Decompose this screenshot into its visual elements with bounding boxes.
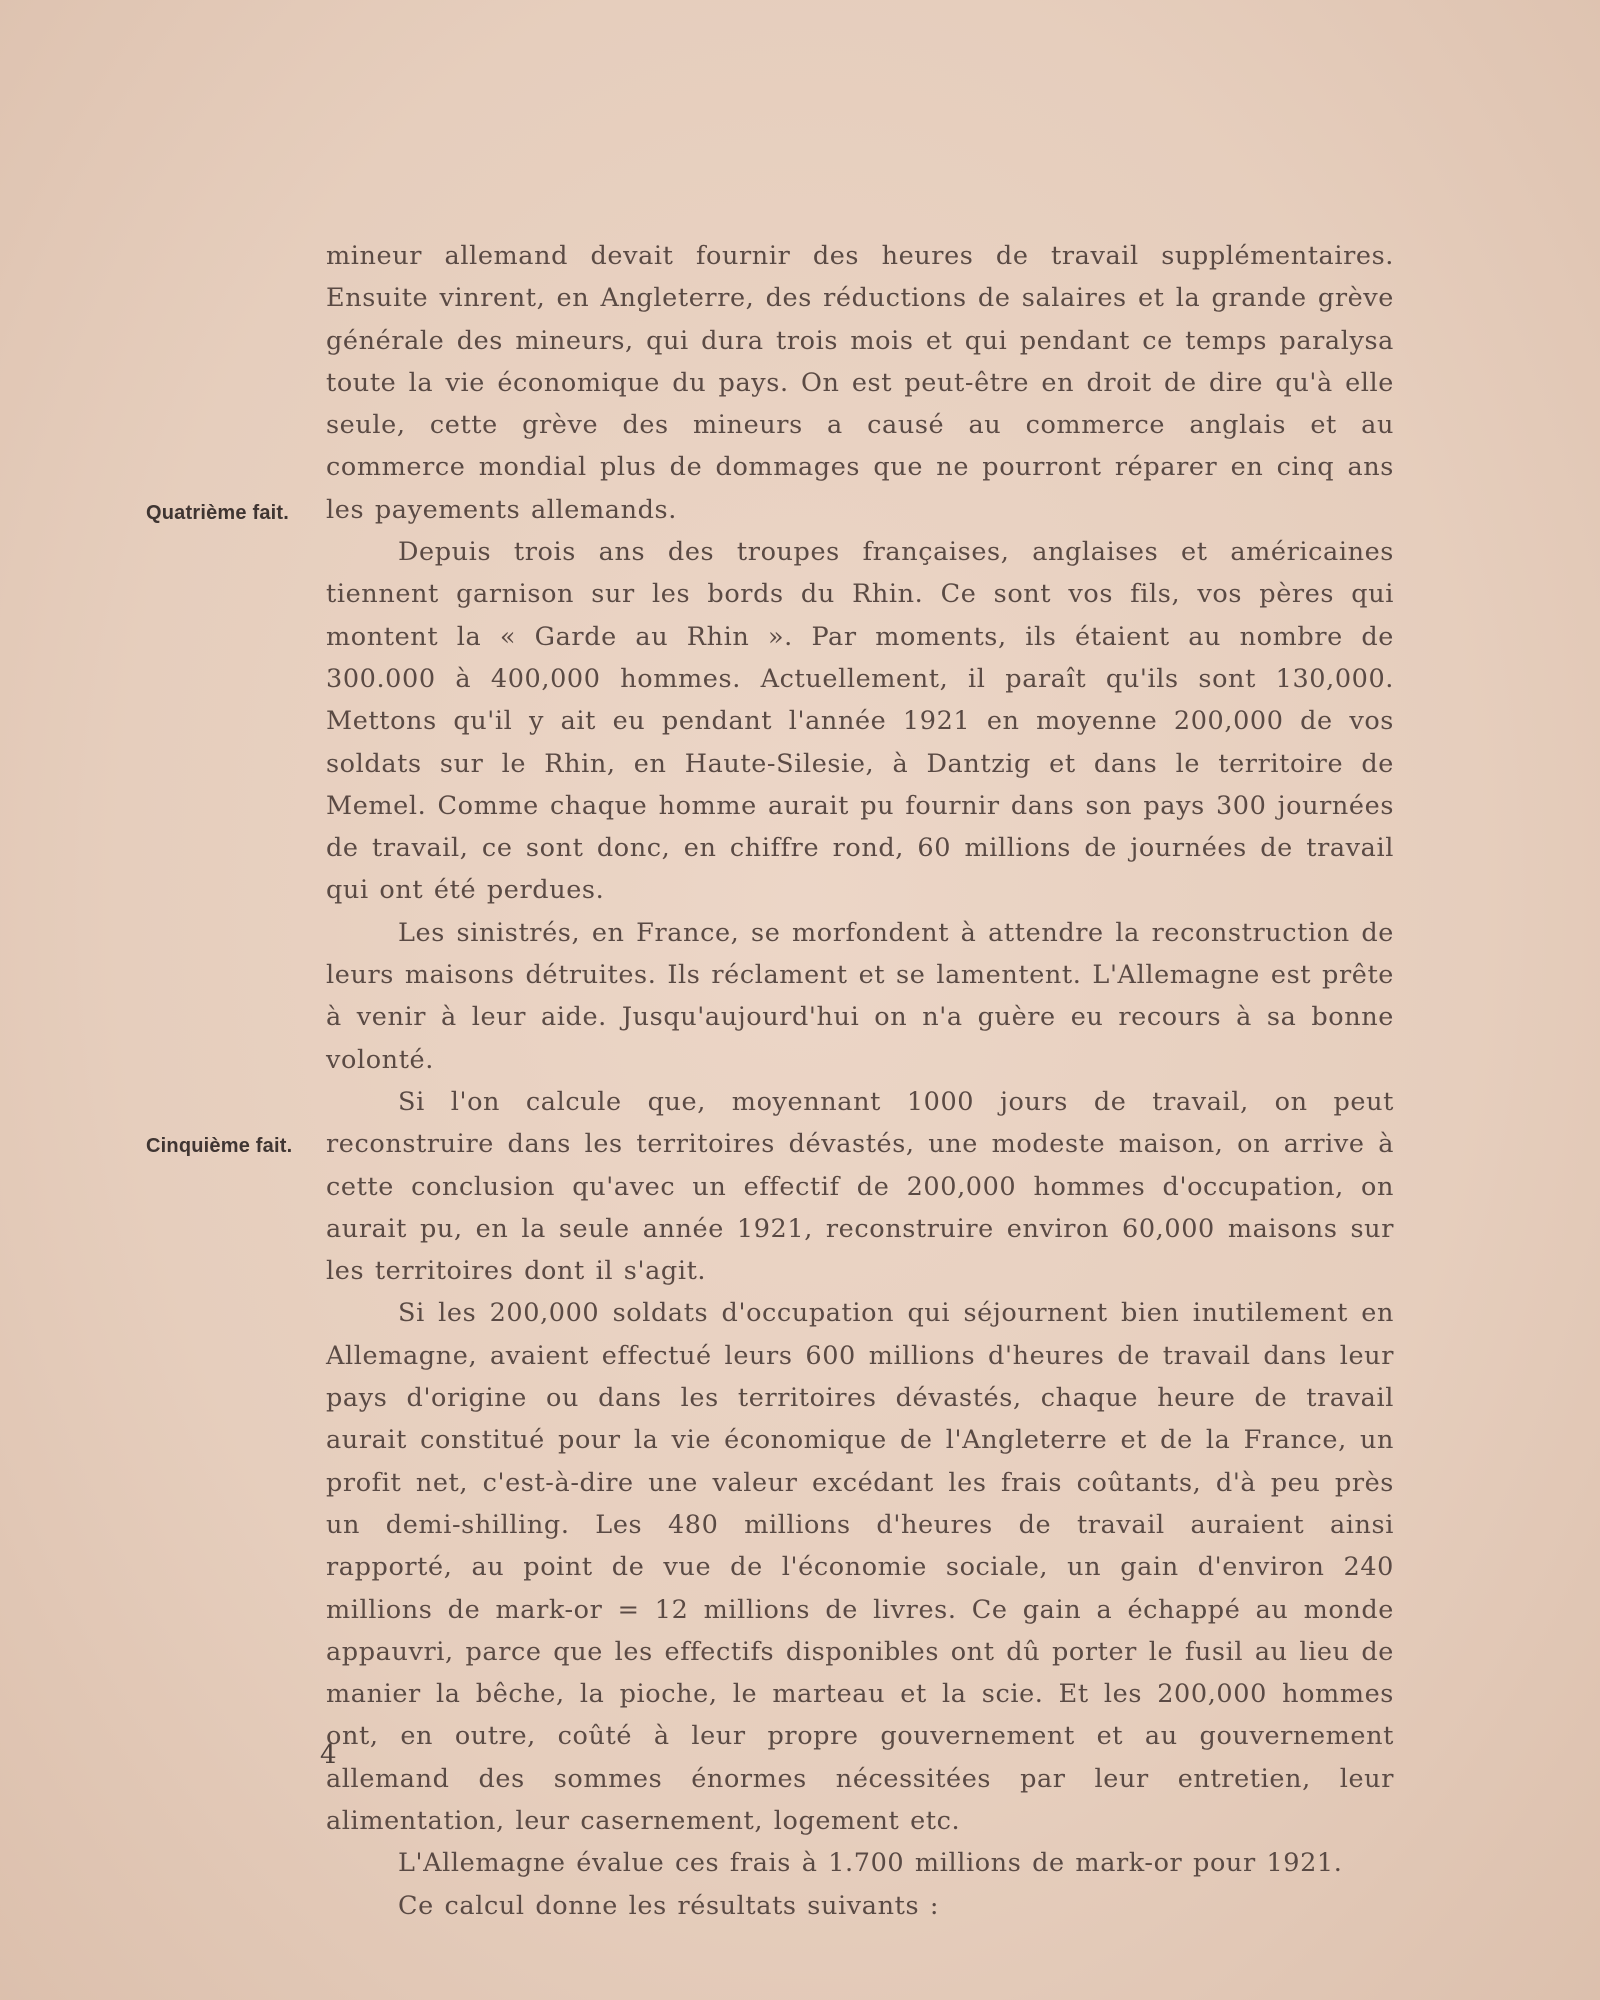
margin-note-fourth-fact: Quatrième fait. [146, 502, 290, 524]
paragraph-calculation: Si l'on calcule que, moyennant 1000 jours de travail, on peut reconstruire dans les territoires dévastés, une modeste maison, on arrive à cette conclusion qu'avec un effectif de 200,000 hommes d'occupation, on aurait pu, en la seule année 1921, reconstruire environ 60,000 maisons sur les territoires dont il s'agit. [326, 1086, 1394, 1287]
paragraph-results: Ce calcul donne les résultats suivants : [398, 1890, 940, 1921]
paragraph-costs: L'Allemagne évalue ces frais à 1.700 millions de mark-or pour 1921. [398, 1848, 1343, 1879]
margin-note-fifth-fact: Cinquième fait. [146, 1135, 293, 1157]
paragraph-continuation: mineur allemand devait fournir des heures de travail supplémentaires. Ensuite vinrent, en Angleterre, des réductions de salaires et la grande grève générale des mineurs, qui dura trois mois et qui pendant ce temps paralysa toute la vie économique du pays. On est peut-être en droit de dire qu'à elle seule, cette grève des mineurs a causé au commerce anglais et au commerce mondial plus de dommages que ne pourront réparer en cinq ans les payements allemands. [326, 241, 1394, 525]
paragraph-fifth-fact: Si les 200,000 soldats d'occupation qui séjournent bien inutilement en Allemagne, avaient effectué leurs 600 millions d'heures de travail dans leur pays d'origine ou dans les territoires dévastés, chaque heure de travail aurait constitué pour la vie économique de l'Angleterre et de la France, un profit net, c'est-à-dire une valeur excédant les frais coûtants, d'à peu près un demi-shilling. Les 480 millions d'heures de travail auraient ainsi rapporté, au point de vue de l'économie sociale, un gain d'environ 240 millions de mark-or = 12 millions de livres. Ce gain a échappé au monde appauvri, parce que les effectifs disponibles ont dû porter le fusil au lieu de manier la bêche, la pioche, le marteau et la scie. Et les 200,000 hommes ont, en outre, coûté à leur propre gouvernement et au gouvernement allemand des sommes énormes nécessitées par leur entretien, leur alimentation, leur casernement, logement etc. [326, 1298, 1394, 1836]
paragraph-fourth-fact: Depuis trois ans des troupes françaises, anglaises et américaines tiennent garnison sur les bords du Rhin. Ce sont vos fils, vos pères qui montent la « Garde au Rhin ». Par moments, ils étaient au nombre de 300.000 à 400,000 hommes. Actuellement, il paraît qu'ils sont 130,000. Mettons qu'il y ait eu pendant l'année 1921 en moyenne 200,000 de vos soldats sur le Rhin, en Haute-Silesie, à Dantzig et dans le territoire de Memel. Comme chaque homme aurait pu fournir dans son pays 300 journées de travail, ce sont donc, en chiffre rond, 60 millions de journées de travail qui ont été perdues. [326, 537, 1394, 906]
page-number: 4 [320, 1740, 337, 1770]
paragraph-sinistres: Les sinistrés, en France, se morfondent à attendre la reconstruction de leurs maisons détruites. Ils réclament et se lamentent. L'Allemagne est prête à venir à leur aide. Jusqu'aujourd'hui on n'a guère eu recours à sa bonne volonté. [326, 917, 1394, 1075]
body-text [326, 235, 1394, 1927]
